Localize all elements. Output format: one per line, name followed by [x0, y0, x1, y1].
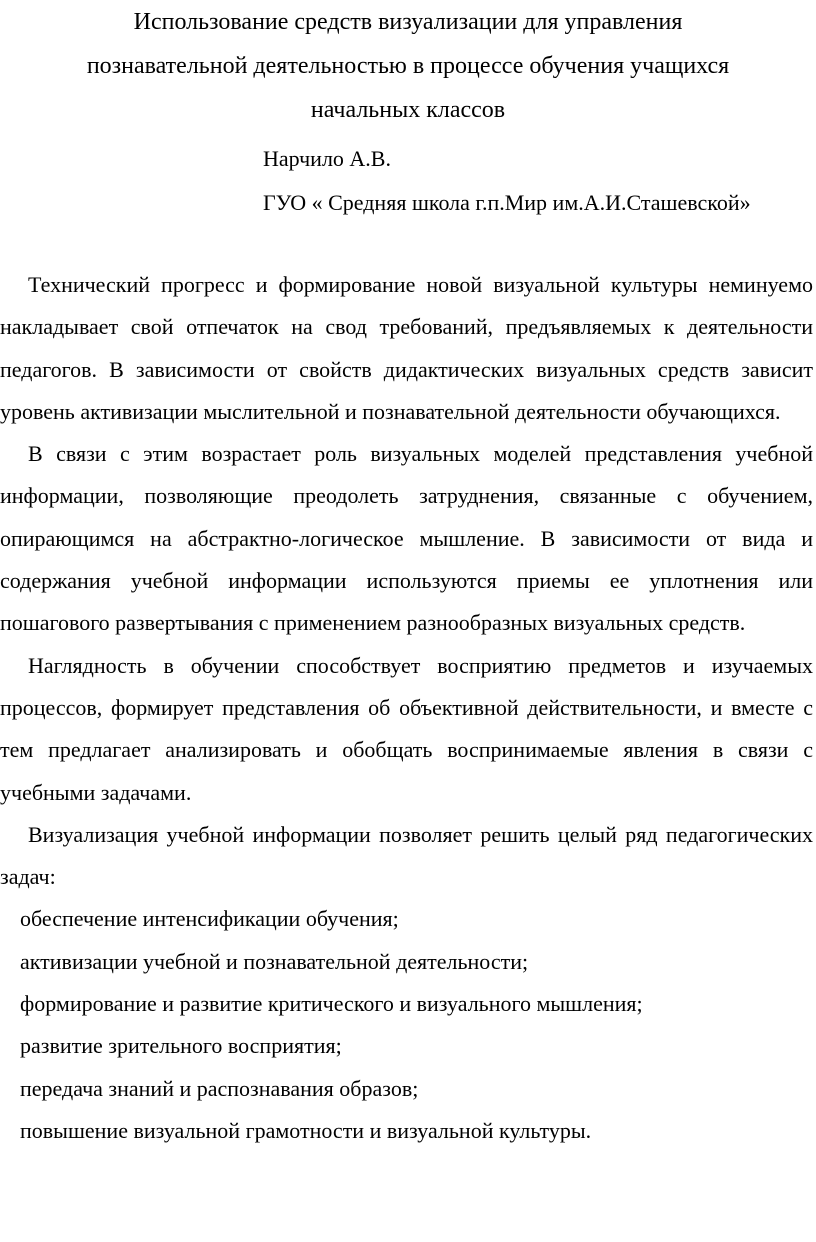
paragraph-3: Наглядность в обучении способствует восприятию предметов и изучаемых процессов, формирует представления об объективной действительности, и вместе с тем предлагает анализировать и обобщать воспринимаемые явления в связи с учебными задачами.: [0, 652, 813, 805]
title-line-3: начальных классов: [310, 97, 506, 123]
document-body: [0, 264, 813, 1152]
list-item: передача знаний и распознавания образов;: [20, 1075, 419, 1101]
list-item: формирование и развитие критического и визуального мышления;: [20, 991, 643, 1017]
title-line-1: Использование средств визуализации для управления: [133, 9, 683, 35]
paragraph-2: В связи с этим возрастает роль визуальных моделей представления учебной информации, позволяющие преодолеть затруднения, связанные с обучением, опирающимся на абстрактно-логическое мышление. В зависимости от вида и содержания учебной информации используются приемы ее уплотнения или пошагового развертывания с применением разнообразных визуальных средств.: [0, 441, 813, 636]
author-affiliation: ГУО « Средняя школа г.п.Мир им.А.И.Сташевской»: [263, 190, 751, 215]
list-item: повышение визуальной грамотности и визуальной культуры.: [20, 1117, 592, 1143]
task-list: [0, 898, 813, 1152]
list-item: обеспечение интенсификации обучения;: [20, 906, 399, 932]
author-name: Нарчило А.В.: [263, 146, 391, 171]
paragraph-4: Визуализация учебной информации позволяет решить целый ряд педагогических задач:: [0, 821, 813, 890]
list-item: развитие зрительного восприятия;: [20, 1033, 342, 1059]
paragraph-1: Технический прогресс и формирование новой визуальной культуры неминуемо накладывает свой отпечаток на свод требований, предъявляемых к деятельности педагогов. В зависимости от свойств дидактических визуальных средств зависит уровень активизации мыслительной и познавательной деятельности обучающихся.: [0, 272, 813, 424]
title-line-2: познавательной деятельностью в процессе обучения учащихся: [86, 53, 730, 79]
document-title: [0, 0, 816, 132]
list-item: активизации учебной и познавательной деятельности;: [20, 948, 529, 974]
